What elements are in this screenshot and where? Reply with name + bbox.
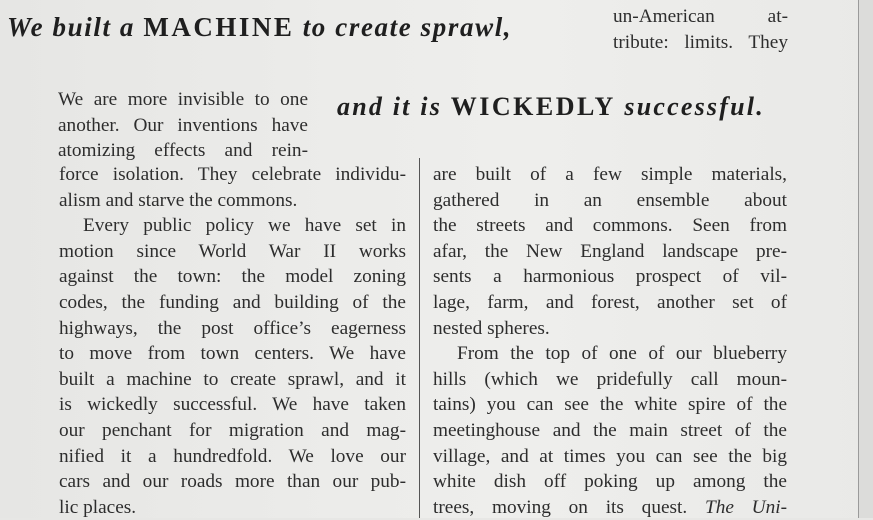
pull-quote-top-pre: We built a	[7, 12, 144, 42]
pull-quote-top-caps: MACHINE	[143, 12, 295, 42]
text-line: is wickedly successful. We have taken	[59, 394, 406, 416]
text-line: the streets and commons. Seen from	[433, 215, 787, 237]
text-line: alism and starve the commons.	[59, 189, 298, 211]
text-line: our penchant for migration and mag-	[59, 419, 406, 441]
left-column-text	[59, 162, 406, 520]
text-line: nested spheres.	[433, 317, 550, 339]
left-column-top-text	[58, 87, 308, 164]
pull-quote-bottom-pre: and it is	[337, 92, 451, 121]
paragraph-start-line: From the top of one of our blueberry	[457, 343, 787, 365]
text-line: another. Our inventions have	[58, 114, 308, 136]
paragraph-start-line: Every public policy we have set in	[83, 215, 406, 237]
text-line	[433, 495, 787, 520]
text-line: force isolation. They celebrate individu-	[59, 164, 406, 185]
publication-title-italic: The Uni-	[704, 496, 787, 518]
text-line: against the town: the model zoning	[59, 266, 406, 288]
text-line: tains) you can see the white spire of the	[433, 394, 787, 416]
column-divider	[419, 158, 420, 518]
text-line: built a machine to create sprawl, and it	[59, 368, 406, 390]
text-line: gathered in an ensemble about	[433, 189, 787, 211]
text-line: un-American at-	[613, 6, 788, 27]
text-line: cars and our roads more than our pub-	[59, 471, 406, 493]
text-line: We are more invisible to one	[58, 89, 308, 110]
page-edge-shade	[859, 0, 873, 518]
text-line: lage, farm, and forest, another set of	[433, 291, 787, 313]
text-line: sents a harmonious prospect of vil-	[433, 266, 787, 288]
pull-quote-top	[7, 12, 512, 43]
text-line: afar, the New England landscape pre-	[433, 240, 787, 262]
pull-quote-bottom-post: successful.	[615, 92, 765, 121]
text-line: meetinghouse and the main street of the	[433, 419, 787, 441]
pull-quote-bottom	[337, 92, 765, 122]
pull-quote-bottom-caps: WICKEDLY	[450, 92, 616, 121]
top-right-text	[613, 4, 788, 55]
text-line: atomizing effects and rein-	[58, 140, 308, 162]
text-line: village, and at times you can see the big	[433, 445, 787, 467]
text-line: motion since World War II works	[59, 240, 406, 262]
text-line: highways, the post office’s eagerness	[59, 317, 406, 339]
text-line: are built of a few simple materials,	[433, 164, 787, 185]
text-line: lic places.	[59, 496, 137, 518]
text-line: to move from town centers. We have	[59, 343, 406, 365]
text-line: nified it a hundredfold. We love our	[59, 445, 406, 467]
text-line: hills (which we pridefully call moun-	[433, 368, 787, 390]
text-line: tribute: limits. They	[613, 31, 788, 53]
text-line: white dish off poking up among the	[433, 471, 787, 493]
text-line-plain: trees, moving on its quest.	[433, 496, 705, 518]
text-line: codes, the funding and building of the	[59, 291, 406, 313]
pull-quote-top-post: to create sprawl,	[294, 12, 513, 42]
right-column-text	[433, 162, 787, 520]
